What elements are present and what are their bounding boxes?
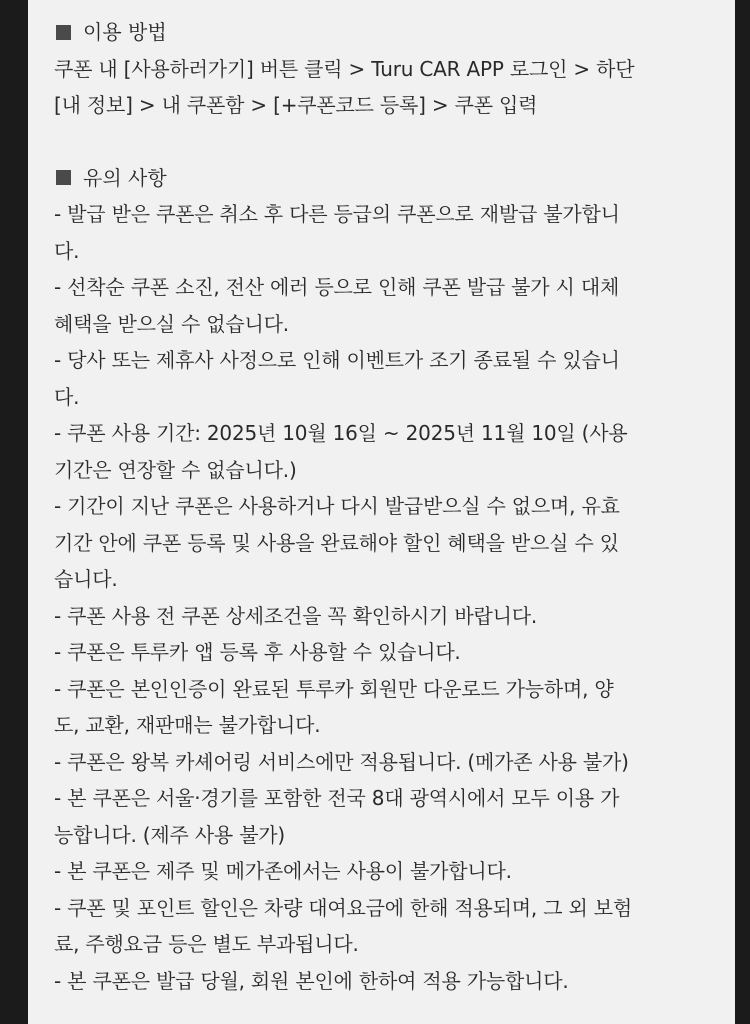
note-line: 료, 주행요금 등은 별도 부과됩니다. bbox=[54, 932, 359, 956]
notes-section bbox=[54, 160, 735, 1000]
note-line: - 쿠폰 및 포인트 할인은 차량 대여요금에 한해 적용되며, 그 외 보험 bbox=[54, 895, 633, 920]
usage-line: [내 정보] > 내 쿠폰함 > [+쿠폰코드 등록] > 쿠폰 입력 bbox=[54, 93, 538, 117]
note-line: - 본 쿠폰은 제주 및 메가존에서는 사용이 불가합니다. bbox=[54, 859, 512, 883]
note-line: - 본 쿠폰은 발급 당월, 회원 본인에 한하여 적용 가능합니다. bbox=[54, 968, 569, 993]
note-line: - 당사 또는 제휴사 사정으로 인해 이벤트가 조기 종료될 수 있습니 bbox=[54, 348, 620, 372]
note-line: 혜택을 받으실 수 없습니다. bbox=[54, 311, 289, 336]
note-line: - 발급 받은 쿠폰은 취소 후 다른 등급의 쿠폰으로 재발급 불가합니 bbox=[54, 202, 620, 226]
usage-line: 쿠폰 내 [사용하러가기] 버튼 클릭 > Turu CAR APP 로그인 > 하단 bbox=[54, 56, 635, 81]
note-line: 다. bbox=[54, 238, 80, 263]
note-line: 능합니다. (제주 사용 불가) bbox=[54, 822, 286, 847]
note-line: - 쿠폰은 왕복 카셰어링 서비스에만 적용됩니다. (메가존 사용 불가) bbox=[54, 749, 629, 774]
notes-heading bbox=[54, 160, 735, 197]
note-line: - 쿠폰 사용 전 쿠폰 상세조건을 꼭 확인하시기 바랍니다. bbox=[54, 603, 538, 628]
square-bullet-icon bbox=[56, 25, 71, 40]
note-line: 습니다. bbox=[54, 567, 118, 591]
note-line: 기간 안에 쿠폰 등록 및 사용을 완료해야 할인 혜택을 받으실 수 있 bbox=[54, 530, 619, 555]
usage-title: 이용 방법 bbox=[83, 20, 167, 44]
note-line: - 선착순 쿠폰 소진, 전산 에러 등으로 인해 쿠폰 발급 불가 시 대체 bbox=[54, 275, 620, 299]
note-line: - 쿠폰은 투루카 앱 등록 후 사용할 수 있습니다. bbox=[54, 640, 461, 664]
coupon-info-panel bbox=[28, 0, 735, 1024]
note-line: - 본 쿠폰은 서울·경기를 포함한 전국 8대 광역시에서 모두 이용 가 bbox=[54, 786, 620, 810]
note-line: 도, 교환, 재판매는 불가합니다. bbox=[54, 713, 321, 737]
note-line: 기간은 연장할 수 없습니다.) bbox=[54, 457, 297, 482]
usage-heading bbox=[54, 14, 735, 51]
note-line: - 쿠폰 사용 기간: 2025년 10월 16일 ~ 2025년 11월 10일 (사용 bbox=[54, 421, 628, 445]
note-line: - 쿠폰은 본인인증이 완료된 투루카 회원만 다운로드 가능하며, 양 bbox=[54, 676, 614, 701]
note-line: - 기간이 지난 쿠폰은 사용하거나 다시 발급받으실 수 없으며, 유효 bbox=[54, 494, 620, 518]
note-line: 다. bbox=[54, 384, 80, 409]
notes-title: 유의 사항 bbox=[83, 165, 167, 190]
square-bullet-icon bbox=[56, 170, 71, 185]
usage-section bbox=[54, 14, 735, 124]
